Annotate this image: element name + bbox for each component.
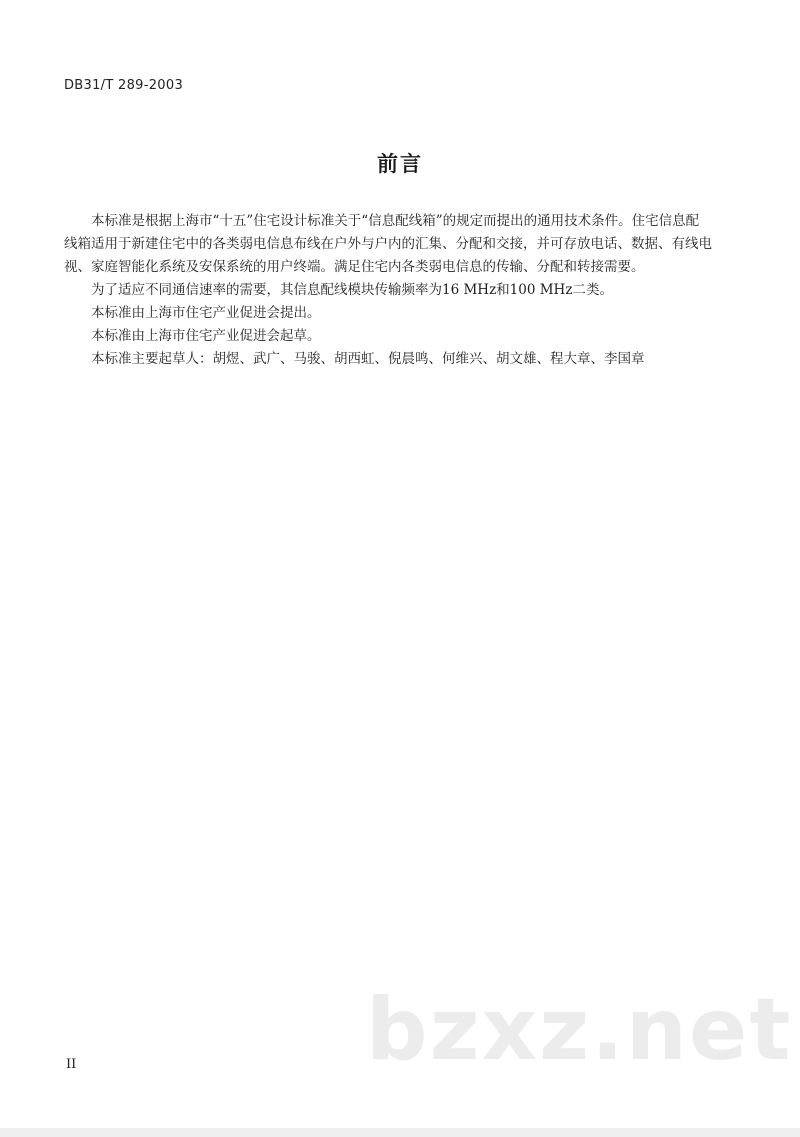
- paragraph-frequency: 为了适应不同通信速率的需要，其信息配线模块传输频率为16 MHz和100 MHz二类。: [91, 282, 613, 298]
- page-title: 前言: [377, 152, 423, 176]
- paragraph-drafter: 本标准由上海市住宅产业促进会起草。: [91, 328, 321, 344]
- document-code: DB31/T 289-2003: [64, 78, 184, 93]
- foreword-body: [64, 210, 712, 371]
- paragraph-purpose: 本标准是根据上海市“十五”住宅设计标准关于“信息配线箱”的规定而提出的通用技术条件。住宅信息配线箱适用于新建住宅中的各类弱电信息布线在户外与户内的汇集、分配和交接，并可存放电话、数据、有线电视、家庭智能化系统及安保系统的用户终端。满足住宅内各类弱电信息的传输、分配和转接需要。: [64, 213, 712, 275]
- paragraph-authors: 本标准主要起草人：胡煜、武广、马骏、胡西虹、倪晨鸣、何维兴、胡文雄、程大章、李国章: [91, 351, 645, 367]
- page-bottom-edge: [0, 1128, 800, 1137]
- watermark-logo: bzxz.net: [366, 980, 793, 1080]
- page-number: II: [66, 1057, 77, 1072]
- paragraph-proposer: 本标准由上海市住宅产业促进会提出。: [91, 305, 321, 321]
